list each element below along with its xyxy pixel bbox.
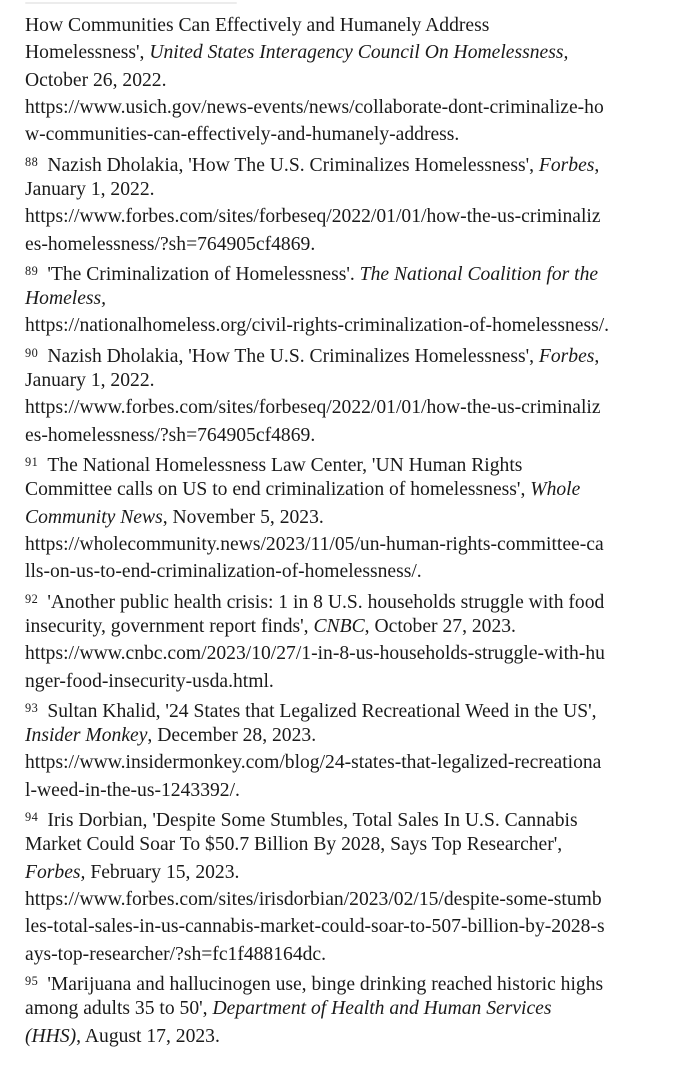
italic-text-run: (HHS) xyxy=(25,1025,77,1047)
text-run: 'Another public health crisis: 1 in 8 U.S. households struggle with food xyxy=(47,591,605,613)
footnote-93-line xyxy=(25,722,685,749)
footnote-89-line xyxy=(25,312,685,339)
text-run: January 1, 2022. xyxy=(25,370,155,392)
text-run: Homelessness', xyxy=(25,42,150,64)
italic-text-run: Forbes, xyxy=(25,861,86,883)
footnote-91-line xyxy=(25,558,685,585)
italic-text-run: Homeless, xyxy=(25,288,107,310)
text-run: October 26, 2022. xyxy=(25,69,167,91)
text-run: , October 27, 2023. xyxy=(364,615,516,637)
text-run: https://www.forbes.com/sites/forbeseq/2022/01/01/how-the-us-criminaliz xyxy=(25,206,601,228)
footnote-number: 95 xyxy=(25,973,39,988)
text-run: The National Homelessness Law Center, 'UN Human Rights xyxy=(47,455,523,477)
footnote-90-line xyxy=(25,367,685,394)
italic-text-run: Forbes xyxy=(538,154,595,176)
footnote-94-line xyxy=(25,831,685,858)
text-run: How Communities Can Effectively and Humanely Address xyxy=(25,15,490,36)
text-run: lls-on-us-to-end-criminalization-of-homelessness/. xyxy=(25,561,422,583)
footnote-95-line xyxy=(25,968,685,995)
footnote-continuation-line xyxy=(25,39,685,66)
footnote-number: 89 xyxy=(25,263,39,278)
footnote-number: 93 xyxy=(25,700,39,715)
italic-text-run: Department of Health and Human Services xyxy=(212,998,552,1020)
text-run: Nazish Dholakia, 'How The U.S. Criminalizes Homelessness', xyxy=(47,345,539,367)
footnote-92-line xyxy=(25,668,685,695)
footnote-continuation-line xyxy=(25,12,685,39)
text-run: Iris Dorbian, 'Despite Some Stumbles, Total Sales In U.S. Cannabis xyxy=(47,810,578,832)
footnote-91-line xyxy=(25,476,685,503)
footnote-90-line xyxy=(25,340,685,367)
text-run: insecurity, government report finds', xyxy=(25,615,314,637)
text-run: nger-food-insecurity-usda.html. xyxy=(25,670,274,692)
footnote-continuation-line xyxy=(25,67,685,94)
text-run: January 1, 2022. xyxy=(25,178,155,200)
text-run: https://wholecommunity.news/2023/11/05/un-human-rights-committee-ca xyxy=(25,533,604,555)
footnote-89-line xyxy=(25,285,685,312)
clipped-text-remnant xyxy=(25,2,237,4)
text-run: Sultan Khalid, '24 States that Legalized Recreational Weed in the US', xyxy=(47,700,597,722)
footnote-88-line xyxy=(25,203,685,230)
text-run: , xyxy=(594,154,600,176)
footnote-90-line xyxy=(25,422,685,449)
footnote-number: 94 xyxy=(25,810,39,825)
italic-text-run: CNBC xyxy=(313,615,365,637)
footnote-91-line xyxy=(25,504,685,531)
footnote-92-line xyxy=(25,586,685,613)
text-run: les-total-sales-in-us-cannabis-market-could-soar-to-507-billion-by-2028-s xyxy=(25,916,605,938)
footnote-89-line xyxy=(25,258,685,285)
text-run: https://www.forbes.com/sites/forbeseq/2022/01/01/how-the-us-criminaliz xyxy=(25,397,601,419)
text-run: l-weed-in-the-us-1243392/. xyxy=(25,779,240,801)
italic-text-run: Community News xyxy=(25,506,163,528)
text-run: https://www.insidermonkey.com/blog/24-states-that-legalized-recreationa xyxy=(25,752,602,774)
footnote-91-line xyxy=(25,449,685,476)
text-run: es-homelessness/?sh=764905cf4869. xyxy=(25,233,316,255)
footnote-continuation-line xyxy=(25,121,685,148)
text-run: , August 17, 2023. xyxy=(76,1025,220,1047)
text-run: https://nationalhomeless.org/civil-rights-criminalization-of-homelessness/. xyxy=(25,315,610,337)
endnotes-page xyxy=(25,12,685,1050)
text-run: ays-top-researcher/?sh=fc1f488164dc. xyxy=(25,943,327,965)
italic-text-run: Forbes xyxy=(538,345,595,367)
footnote-number: 88 xyxy=(25,154,39,169)
footnote-94-line xyxy=(25,804,685,831)
text-run: , November 5, 2023. xyxy=(162,506,324,528)
endnotes-text xyxy=(25,12,685,1050)
footnote-93-line xyxy=(25,777,685,804)
italic-text-run: Whole xyxy=(530,479,581,501)
footnote-number: 91 xyxy=(25,455,39,469)
footnote-90-line xyxy=(25,394,685,421)
footnote-93-line xyxy=(25,749,685,776)
footnote-95-line xyxy=(25,995,685,1022)
text-run: 'The Criminalization of Homelessness'. xyxy=(47,263,360,285)
text-run: Market Could Soar To $50.7 Billion By 2028, Says Top Researcher', xyxy=(25,834,563,856)
text-run: Committee calls on US to end criminalization of homelessness', xyxy=(25,479,531,501)
footnote-91-line xyxy=(25,531,685,558)
footnote-number: 90 xyxy=(25,345,39,360)
footnote-94-line xyxy=(25,859,685,886)
footnote-number: 92 xyxy=(25,591,39,606)
footnote-93-line xyxy=(25,695,685,722)
text-run: among adults 35 to 50', xyxy=(25,998,213,1020)
footnote-94-line xyxy=(25,941,685,968)
footnote-88-line xyxy=(25,231,685,258)
text-run: https://www.cnbc.com/2023/10/27/1-in-8-us-households-struggle-with-hu xyxy=(25,643,605,665)
text-run: , xyxy=(594,345,600,367)
footnote-88-line xyxy=(25,176,685,203)
italic-text-run: The National Coalition for the xyxy=(359,263,599,285)
text-run: Nazish Dholakia, 'How The U.S. Criminalizes Homelessness', xyxy=(47,154,539,176)
footnote-92-line xyxy=(25,613,685,640)
text-run: 'Marijuana and hallucinogen use, binge drinking reached historic highs xyxy=(47,974,604,996)
footnote-88-line xyxy=(25,149,685,176)
footnote-92-line xyxy=(25,640,685,667)
text-run: February 15, 2023. xyxy=(85,861,240,883)
text-run: w-communities-can-effectively-and-humanely-address. xyxy=(25,124,460,146)
text-run: https://www.forbes.com/sites/irisdorbian/2023/02/15/despite-some-stumb xyxy=(25,889,602,910)
footnote-94-line xyxy=(25,886,685,913)
footnote-95-line xyxy=(25,1023,685,1050)
text-run: es-homelessness/?sh=764905cf4869. xyxy=(25,424,316,446)
text-run: https://www.usich.gov/news-events/news/collaborate-dont-criminalize-ho xyxy=(25,96,604,118)
footnote-continuation-line xyxy=(25,94,685,121)
italic-text-run: Insider Monkey xyxy=(25,725,148,747)
footnote-94-line xyxy=(25,913,685,940)
italic-text-run: United States Interagency Council On Homelessness, xyxy=(149,42,569,64)
text-run: , December 28, 2023. xyxy=(147,725,317,747)
